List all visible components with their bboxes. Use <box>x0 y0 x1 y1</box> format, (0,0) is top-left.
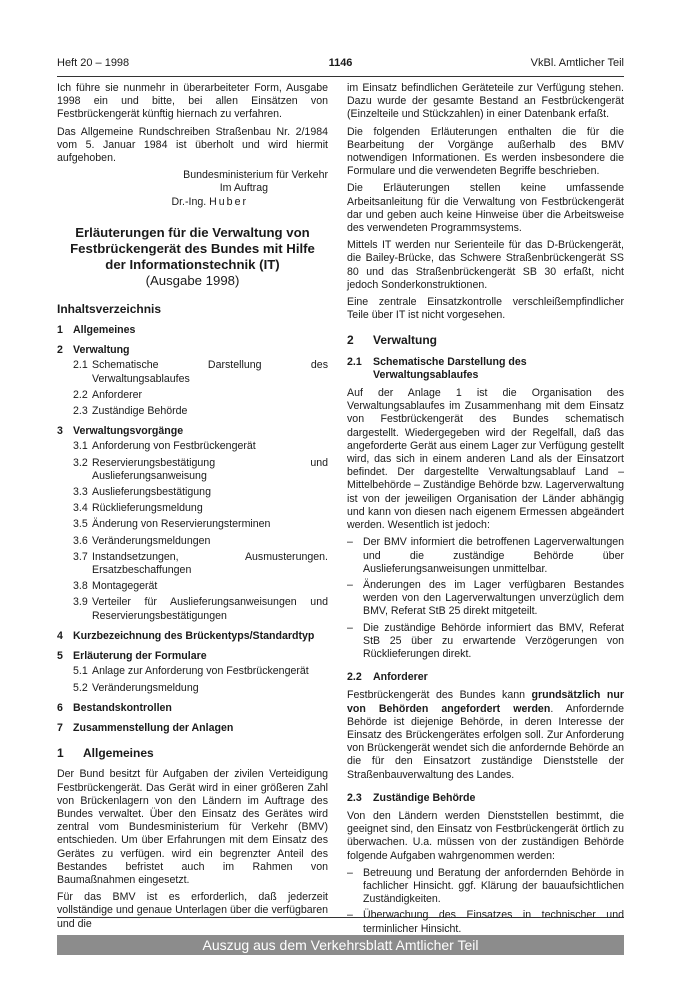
toc-entry: 3 Verwaltungsvorgänge <box>57 425 184 438</box>
body-paragraph: Die Erläuterungen stellen keine umfassende Arbeitsanleitung für die Verwaltung von Festbrückengerät dar und geben auch keine Hinweise über die Arbeitsweise des verwendeten Programmsystems. <box>347 182 624 235</box>
document-title <box>57 225 328 273</box>
right-column <box>347 82 624 939</box>
footer-rule <box>57 917 624 918</box>
signature-auftrag: Im Auftrag <box>219 182 268 195</box>
toc-subentry: 3.8 Montagegerät <box>73 580 158 593</box>
publication-title: VkBl. Amtlicher Teil <box>530 57 624 69</box>
toc-entry: 7 Zusammenstellung der Anlagen <box>57 721 234 734</box>
toc-subentry: 3.4 Rücklieferungsmeldung <box>73 502 203 515</box>
title-line: Erläuterungen für die Verwaltung von <box>75 224 310 240</box>
body-paragraph: Auf der Anlage 1 ist die Organisation des Verwaltungsablaufes im Zusammenhang mit dem Einsatz von Festbrückengerät des Bundes schematisch dargestellt. Wiedergegeben wird der Regelfall, daß das angeforderte Gerät aus einem Lager zur Verfügung gestellt wird, das sich in einem anderen Land als der Einsatzort befindet. Der dargestellte Verwaltungsablauf Land – Mittelbehörde – Zuständige Behörde bzw. Lagerverwaltung ist von der jeweiligen Organisation der Länder abhängig und kann von diesen nach eigenem Ermessen abgeändert werden. Wesentlich ist jedoch: <box>347 387 624 532</box>
list-item: – Betreuung und Beratung der anfordernden Behörde in fachlicher Hinsicht. ggf. Klärung der bauaufsichtlichen Zuständigkeiten. <box>347 866 624 906</box>
body-paragraph: Mittels IT werden nur Serienteile für das D-Brückengerät, die Bailey-Brücke, das Schwere Straßenbrückengerät SS 80 und das Straßenbrückengerät SB 30 erfaßt, nicht jedoch Sonderkonstruktionen. <box>347 239 624 291</box>
header-rule <box>57 76 624 77</box>
list-item: – Überwachung des Einsatzes in technischer und terminlicher Hinsicht. <box>347 909 624 935</box>
toc-entry: 6 Bestandskontrollen <box>57 701 172 714</box>
section-heading: 2 Verwaltung <box>347 333 438 348</box>
body-paragraph: Für das BMV ist es erforderlich, daß jederzeit vollständige und genaue Unterlagen über die verfügbaren und die <box>57 891 328 930</box>
toc-subentry: 3.7 Instandsetzungen, Ausmusterungen. Ersatzbeschaffungen <box>73 550 328 577</box>
list-item: – Die zuständige Behörde informiert das BMV, Referat StB 25 über zu erwartende Verzögerungen von Rücklieferungen direkt. <box>347 621 624 660</box>
body-paragraph: im Einsatz befindlichen Geräteteile zur Verfügung stehen. Dazu wurde der gesamte Bestand an Festbrückengerät (Einzelteile und Stückzahlen) in einer Datenbank erfaßt. <box>347 82 624 121</box>
list-item: – Änderungen des im Lager verfügbaren Bestandes werden von den Lagerverwaltungen unverzüglich dem BMV, Referat StB 25 direkt mitgeteilt. <box>347 578 624 618</box>
signature-title: Dr.-Ing. <box>171 195 207 208</box>
table-of-contents <box>57 324 328 735</box>
list-item: – Der BMV informiert die betroffenen Lagerverwaltungen und die zuständige Behörde über Auslieferungsanweisungen unmittelbar. <box>347 536 624 575</box>
toc-heading: Inhaltsverzeichnis <box>57 301 162 316</box>
body-paragraph: Der Bund besitzt für Aufgaben der zivilen Verteidigung Festbrückengerät. Das Gerät wird in einer größeren Zahl von Brückenlagern von den Ländern im Auftrage des Bundes verwaltet. Über den Einsatz des Gerätes wird zentral vom Bundesministerium für Verkehr (BMV) entschieden. Um über Erfahrungen mit dem Einsatz des Gerätes zu verfügen. wird ein begrenzter Anteil des Bestandes befristet auch im Rahmen von Baumaßnahmen eingesetzt. <box>57 768 328 886</box>
toc-entry: 5 Erläuterung der Formulare <box>57 650 207 663</box>
left-column <box>57 82 328 935</box>
toc-subentry: 3.2 Reservierungsbestätigung und Auslieferungsanweisung <box>73 456 328 482</box>
subsection-heading: 2.1 Schematische Darstellung des Verwaltungsablaufes <box>347 355 527 381</box>
toc-subentry: 2.2 Anforderer <box>73 388 143 401</box>
signature-ministry: Bundesministerium für Verkehr <box>183 169 328 182</box>
page-header <box>57 57 624 75</box>
toc-entry: 4 Kurzbezeichnung des Brückentyps/Standardtyp <box>57 629 315 642</box>
toc-entry: 1 Allgemeines <box>57 324 136 337</box>
body-paragraph: Von den Ländern werden Dienststellen bestimmt, die geeignet sind, den Einsatz von Festbrückengerät örtlich zu überwachen. U.a. müssen von der zuständigen Behörde folgende Aufgaben wahrgenommen werden: <box>347 809 624 862</box>
body-paragraph: Die folgenden Erläuterungen enthalten die für die Bearbeitung der Vorgänge außerhalb des BMV notwendigen Informationen. Es werden insbesondere die Formulare und die verwendeten Begriffe beschrieben. <box>347 125 624 178</box>
footer-banner: Auszug aus dem Verkehrsblatt Amtlicher Teil <box>57 935 624 955</box>
page-number: 1146 <box>328 57 353 69</box>
toc-subentry: 5.1 Anlage zur Anforderung von Festbrückengerät <box>73 665 309 678</box>
subsection-heading: 2.2 Anforderer <box>347 671 428 684</box>
toc-subentry: 2.3 Zuständige Behörde <box>73 405 188 418</box>
intro-paragraph: Das Allgemeine Rundschreiben Straßenbau Nr. 2/1984 vom 5. Januar 1984 ist überholt und wird hiermit aufgehoben. <box>57 125 328 165</box>
title-line: Festbrückengerät des Bundes mit Hilfe <box>70 240 315 256</box>
toc-subentry: 3.5 Änderung von Reservierungsterminen <box>73 518 271 531</box>
toc-entry: 2 Verwaltung <box>57 344 130 357</box>
intro-paragraph: Ich führe sie nunmehr in überarbeiteter Form, Ausgabe 1998 ein und bitte, bei allen Einsätzen von Festbrückengerät künftig hiernach zu verfahren. <box>57 82 328 121</box>
toc-subentry: 3.3 Auslieferungsbestätigung <box>73 486 211 499</box>
subsection-heading: 2.3 Zuständige Behörde <box>347 791 476 804</box>
toc-subentry: 3.9 Verteiler für Auslieferungsanweisungen und Reservierungsbestätigungen <box>73 596 328 622</box>
toc-subentry: 3.1 Anforderung von Festbrückengerät <box>73 440 256 453</box>
section-heading: 1 Allgemeines <box>57 746 154 761</box>
document-subtitle: (Ausgabe 1998) <box>145 272 240 288</box>
signature-name <box>57 196 328 209</box>
toc-subentry: 5.2 Veränderungsmeldung <box>73 681 199 694</box>
issue-number: Heft 20 – 1998 <box>57 57 130 69</box>
toc-subentry: 2.1 Schematische Darstellung des Verwaltungsablaufes <box>73 359 328 385</box>
body-paragraph: Eine zentrale Einsatzkontrolle verschleißempfindlicher Teile über IT ist nicht vorgesehen. <box>347 296 624 322</box>
signature-surname: Huber <box>209 195 248 208</box>
title-line: der Informationstechnik (IT) <box>105 256 280 272</box>
body-paragraph: Festbrückengerät des Bundes kann grundsätzlich nur von Behörden angefordert werden. Anfordernde Behörde ist diejenige Behörde, in deren Interesse der Einsatz des Brückengerätes erfolgen soll. Zur Anforderung von Brückengerät wendet sich die anfordernde Behörde an die für den Einsatzort zuständige Dienststelle der Straßenbauverwaltung des Landes. <box>347 689 625 781</box>
toc-subentry: 3.6 Veränderungsmeldungen <box>73 534 211 547</box>
